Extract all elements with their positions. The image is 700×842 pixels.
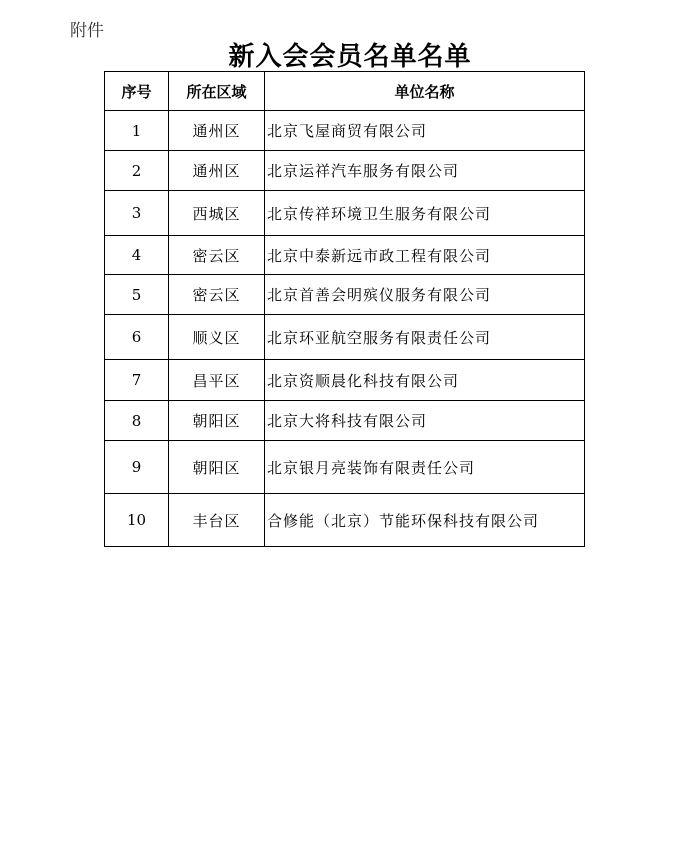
row-district: 顺义区 — [169, 315, 265, 360]
row-organization: 北京资顺晨化科技有限公司 — [265, 360, 585, 401]
row-organization: 北京传祥环境卫生服务有限公司 — [265, 191, 585, 236]
table-row — [105, 236, 585, 275]
table-row — [105, 401, 585, 441]
row-district: 西城区 — [169, 191, 265, 236]
column-header-number: 序号 — [105, 72, 169, 111]
row-number: 7 — [105, 360, 169, 401]
row-organization: 北京首善会明殡仪服务有限公司 — [265, 275, 585, 315]
row-organization: 北京银月亮装饰有限责任公司 — [265, 441, 585, 494]
row-number: 9 — [105, 441, 169, 494]
row-number: 4 — [105, 236, 169, 275]
row-district: 丰台区 — [169, 494, 265, 547]
row-district: 密云区 — [169, 236, 265, 275]
row-number: 2 — [105, 151, 169, 191]
row-district: 朝阳区 — [169, 401, 265, 441]
row-number: 6 — [105, 315, 169, 360]
table-row — [105, 275, 585, 315]
row-organization: 合修能（北京）节能环保科技有限公司 — [265, 494, 585, 547]
row-district: 朝阳区 — [169, 441, 265, 494]
row-organization: 北京大将科技有限公司 — [265, 401, 585, 441]
row-number: 5 — [105, 275, 169, 315]
page-title: 新入会会员名单名单 — [228, 42, 472, 72]
table-row — [105, 191, 585, 236]
table-header-row — [105, 72, 585, 111]
column-header-district: 所在区域 — [169, 72, 265, 111]
row-organization: 北京中泰新远市政工程有限公司 — [265, 236, 585, 275]
row-district: 昌平区 — [169, 360, 265, 401]
row-number: 1 — [105, 111, 169, 151]
table-row — [105, 151, 585, 191]
row-number: 8 — [105, 401, 169, 441]
table-row — [105, 441, 585, 494]
row-number: 10 — [105, 494, 169, 547]
row-district: 密云区 — [169, 275, 265, 315]
row-organization: 北京运祥汽车服务有限公司 — [265, 151, 585, 191]
row-district: 通州区 — [169, 111, 265, 151]
column-header-organization: 单位名称 — [265, 72, 585, 111]
table-row — [105, 360, 585, 401]
row-number: 3 — [105, 191, 169, 236]
member-table — [104, 71, 585, 547]
table-row — [105, 315, 585, 360]
table-row — [105, 111, 585, 151]
attachment-label: 附件 — [70, 21, 104, 41]
row-organization: 北京飞屋商贸有限公司 — [265, 111, 585, 151]
row-district: 通州区 — [169, 151, 265, 191]
row-organization: 北京环亚航空服务有限责任公司 — [265, 315, 585, 360]
table-row — [105, 494, 585, 547]
